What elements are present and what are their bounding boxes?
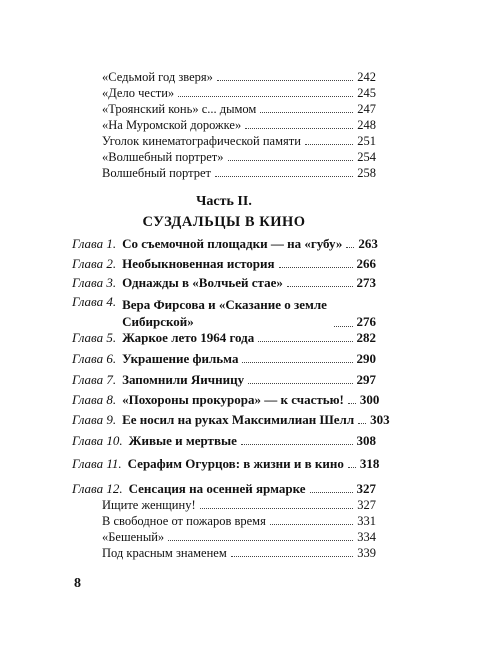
chapter-entry — [72, 392, 380, 410]
entry-page: 245 — [357, 86, 376, 100]
chapter-title: Необыкновенная история — [122, 256, 275, 271]
chapter-label: Глава 2. — [72, 256, 117, 271]
leader-dots — [245, 128, 353, 129]
chapter-entry — [72, 294, 376, 330]
chapter-entry — [72, 275, 376, 293]
sub-entry-page: 331 — [357, 514, 376, 528]
leader-dots — [358, 423, 366, 424]
chapter-page: 282 — [356, 330, 376, 345]
chapter-entry — [72, 351, 376, 369]
chapter-entry — [72, 456, 380, 474]
chapter-page: 263 — [358, 236, 378, 251]
chapter-page: 276 — [356, 314, 376, 329]
chapter-page: 327 — [356, 481, 376, 496]
leader-dots — [258, 341, 352, 342]
chapter-entry — [72, 481, 376, 499]
chapter-label: Глава 4. — [72, 294, 117, 309]
entry-page: 251 — [357, 134, 376, 148]
leader-dots — [200, 508, 354, 509]
chapter-page: 297 — [356, 372, 376, 387]
chapter-label: Глава 3. — [72, 275, 117, 290]
toc-entry — [102, 70, 376, 86]
sub-entry-page: 327 — [357, 498, 376, 512]
chapter-label: Глава 8. — [72, 392, 117, 407]
part-number: Часть II. — [196, 194, 252, 209]
entry-page: 254 — [357, 150, 376, 164]
chapter-title: Серафим Огурцов: в жизни и в кино — [127, 456, 344, 471]
chapter-title: Вера Фирсова и «Сказание о земле Сибирской» — [122, 297, 327, 329]
leader-dots — [334, 326, 352, 327]
sub-entry — [102, 514, 376, 530]
chapter-entry — [72, 330, 376, 348]
leader-dots — [348, 467, 356, 468]
chapter-entry — [72, 372, 376, 390]
entry-title: «Дело чести» — [102, 86, 175, 100]
leader-dots — [270, 524, 353, 525]
chapter-page: 290 — [356, 351, 376, 366]
chapter-label: Глава 12. — [72, 481, 123, 496]
leader-dots — [168, 540, 353, 541]
chapter-label: Глава 6. — [72, 351, 117, 366]
sub-entry-page: 334 — [357, 530, 376, 544]
sub-entry-title: Ищите женщину! — [102, 498, 196, 512]
leader-dots — [217, 80, 353, 81]
sub-entry-title: «Бешеный» — [102, 530, 165, 544]
leader-dots — [248, 383, 352, 384]
chapter-title: Украшение фильма — [122, 351, 239, 366]
toc-entry — [102, 150, 376, 166]
entry-page: 258 — [357, 166, 376, 180]
chapter-title: Однажды в «Волчьей стае» — [122, 275, 283, 290]
entry-title: Волшебный портрет — [102, 166, 211, 180]
toc-entry — [102, 166, 376, 182]
chapter-page: 308 — [356, 433, 376, 448]
leader-dots — [287, 286, 353, 287]
entry-title: «На Муромской дорожке» — [102, 118, 242, 132]
entry-page: 247 — [357, 102, 376, 116]
leader-dots — [215, 176, 353, 177]
chapter-title: Со съемочной площадки — на «губу» — [122, 236, 343, 251]
page-number: 8 — [74, 576, 81, 591]
chapter-entry — [72, 433, 376, 451]
chapter-title: Ее носил на руках Максимилиан Шелл — [122, 412, 355, 427]
leader-dots — [305, 144, 353, 145]
chapter-entry — [72, 256, 376, 274]
chapter-label: Глава 7. — [72, 372, 117, 387]
toc-entry — [102, 134, 376, 150]
chapter-label: Глава 9. — [72, 412, 117, 427]
sub-entry — [102, 546, 376, 562]
chapter-entry — [72, 412, 390, 430]
toc-entry — [102, 118, 376, 134]
sub-entry-title: В свободное от пожаров время — [102, 514, 266, 528]
chapter-label: Глава 10. — [72, 433, 123, 448]
sub-entry-page: 339 — [357, 546, 376, 560]
entry-page: 242 — [357, 70, 376, 84]
toc-entry — [102, 102, 376, 118]
chapter-entry — [72, 236, 376, 254]
leader-dots — [228, 160, 354, 161]
chapter-title: Живые и мертвые — [128, 433, 237, 448]
leader-dots — [241, 444, 353, 445]
chapter-page: 273 — [356, 275, 376, 290]
chapter-page: 300 — [359, 392, 380, 407]
entry-title: «Волшебный портрет» — [102, 150, 224, 164]
leader-dots — [231, 556, 354, 557]
chapter-title: «Похороны прокурора» — к счастью! — [122, 392, 344, 407]
leader-dots — [178, 96, 353, 97]
chapter-title: Жаркое лето 1964 года — [122, 330, 255, 345]
chapter-page: 303 — [370, 412, 390, 427]
chapter-label: Глава 11. — [72, 456, 122, 471]
chapter-label: Глава 5. — [72, 330, 117, 345]
leader-dots — [242, 362, 352, 363]
part-title: СУЗДАЛЬЦЫ В КИНО — [142, 214, 306, 230]
chapter-page: 266 — [356, 256, 376, 271]
entry-page: 248 — [357, 118, 376, 132]
entry-title: «Троянский конь» с... дымом — [102, 102, 257, 116]
toc-entry — [102, 86, 376, 102]
chapter-page: 318 — [359, 456, 380, 471]
leader-dots — [346, 247, 354, 248]
chapter-title: Сенсация на осенней ярмарке — [128, 481, 306, 496]
sub-entry — [102, 498, 376, 514]
sub-entry-title: Под красным знаменем — [102, 546, 227, 560]
leader-dots — [310, 492, 353, 493]
entry-title: Уголок кинематографической памяти — [102, 134, 301, 148]
leader-dots — [260, 112, 353, 113]
leader-dots — [348, 403, 356, 404]
chapter-label: Глава 1. — [72, 236, 117, 251]
sub-entry — [102, 530, 376, 546]
leader-dots — [279, 267, 353, 268]
chapter-title: Запомнили Яичницу — [122, 372, 245, 387]
entry-title: «Седьмой год зверя» — [102, 70, 213, 84]
